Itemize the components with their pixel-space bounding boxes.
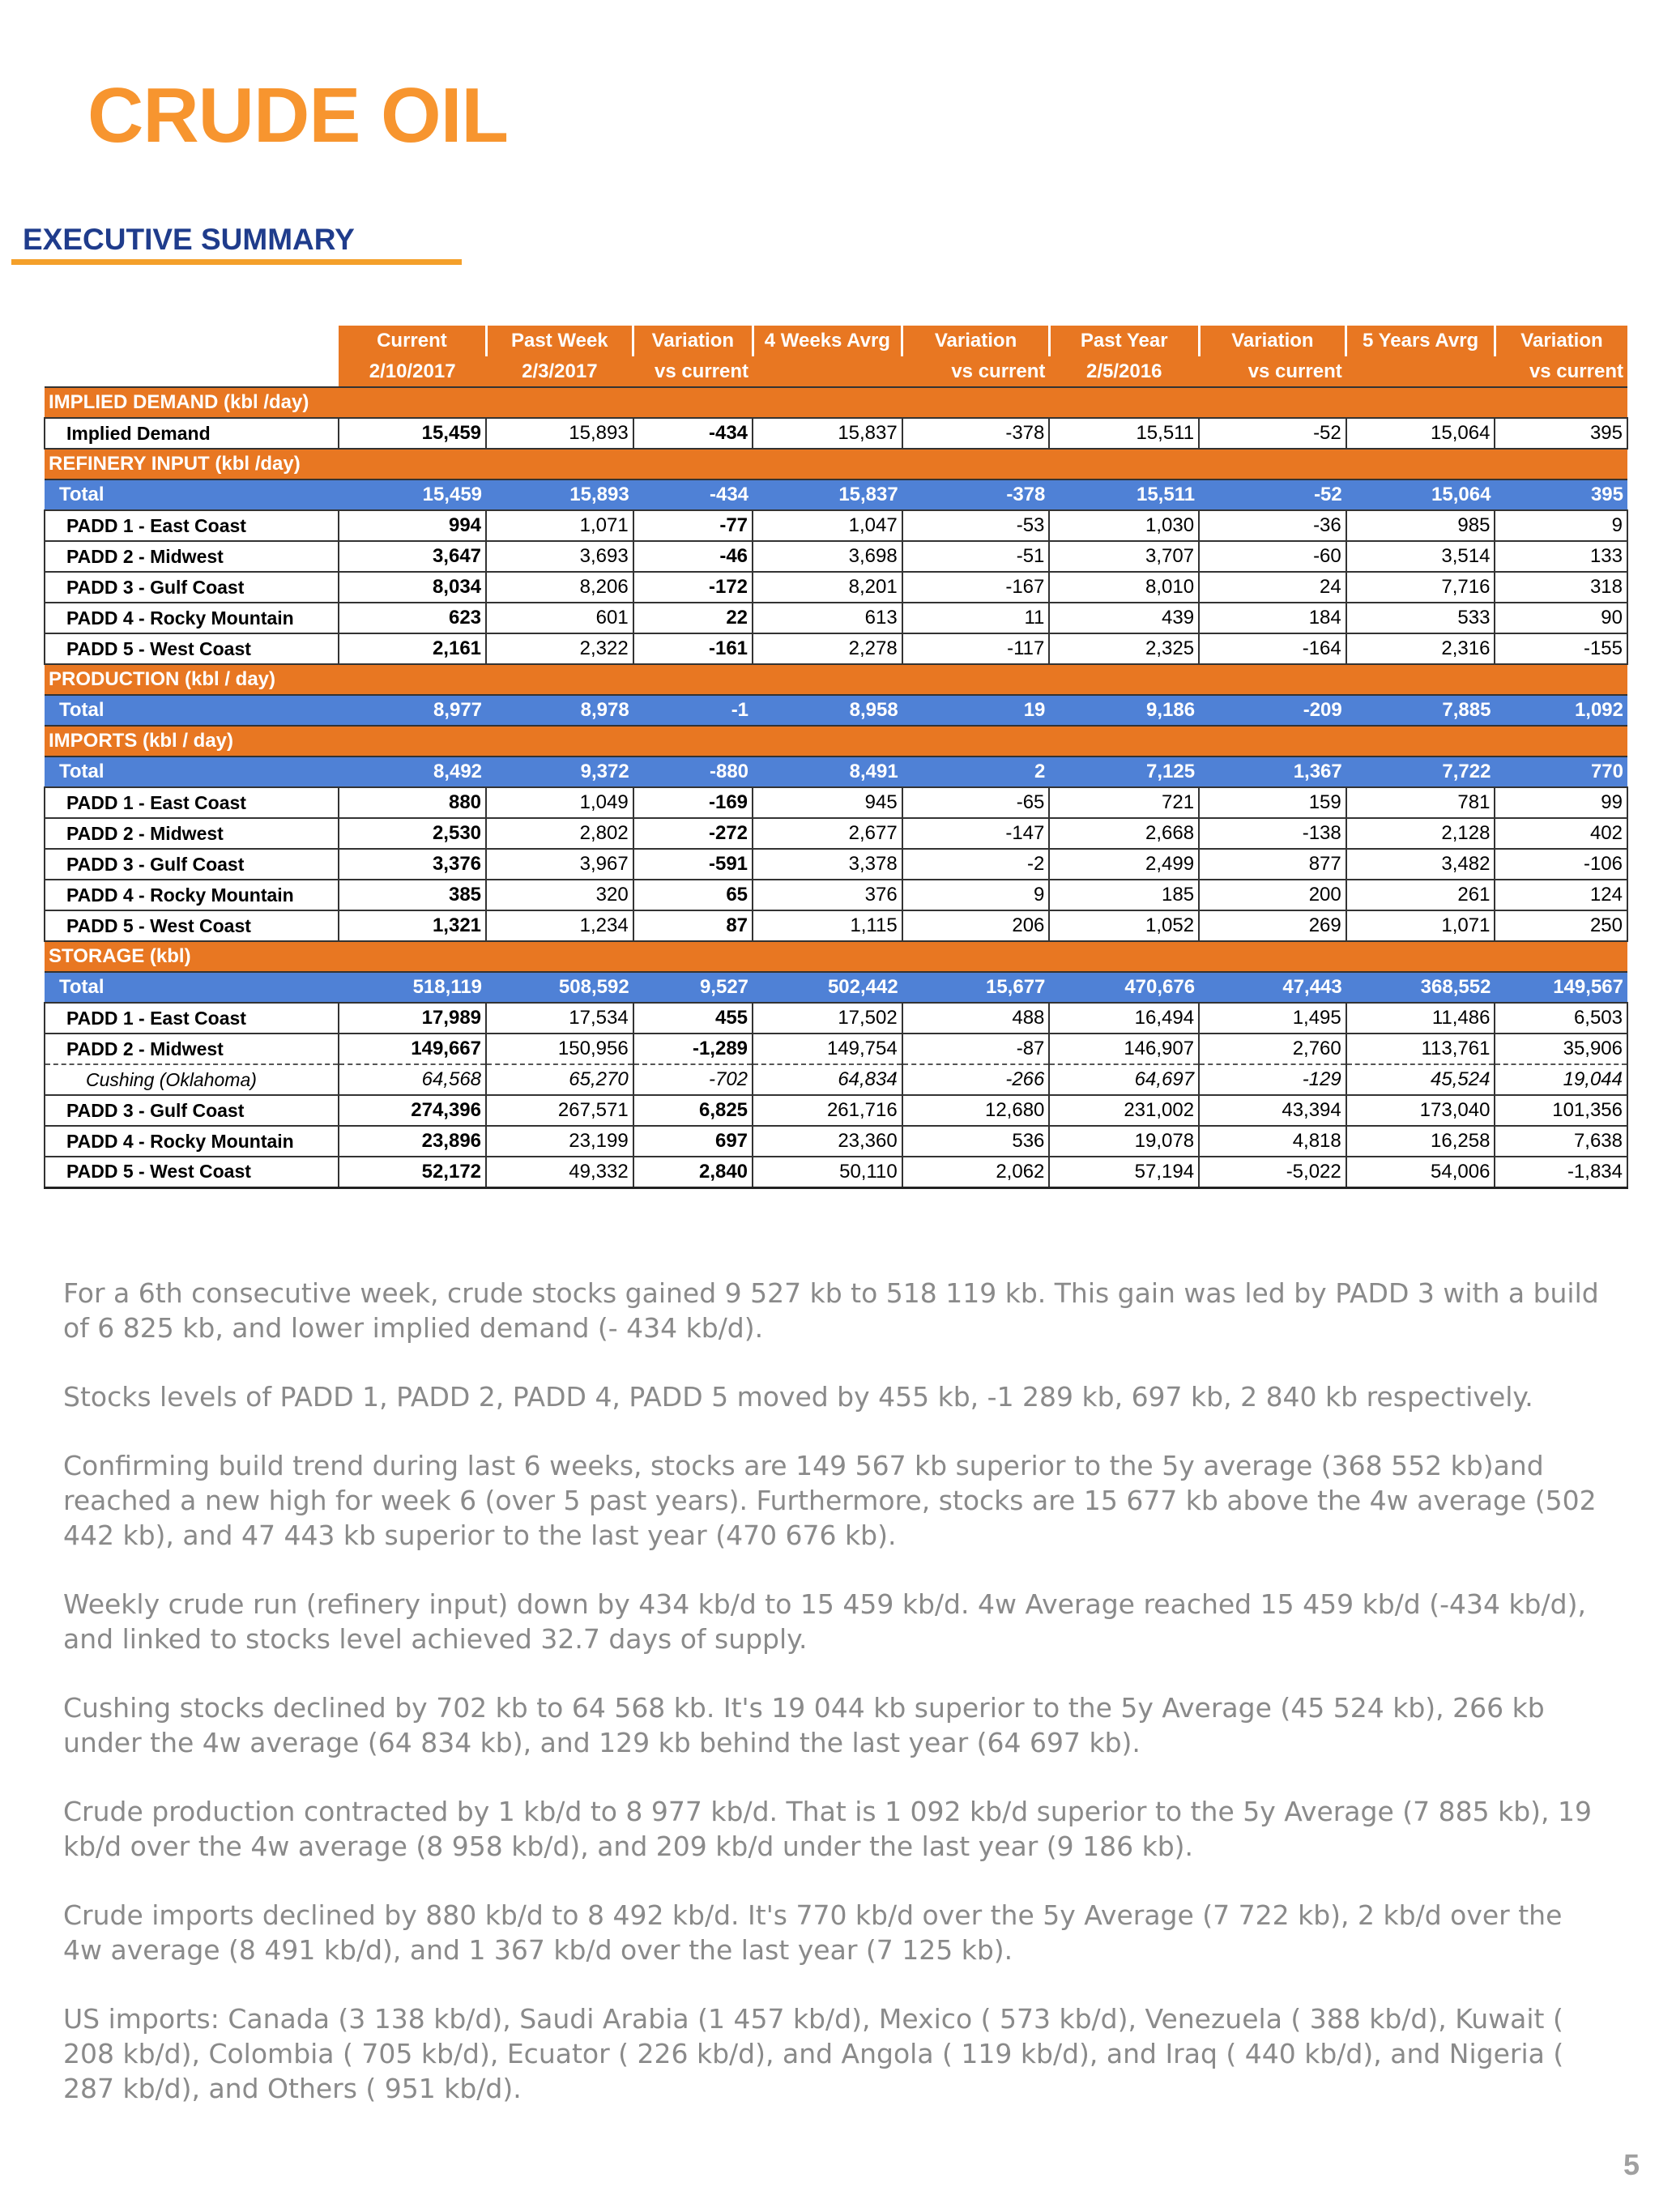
total-row: [45, 972, 1627, 1003]
table-cell: 2,062: [902, 1157, 1050, 1187]
table-cell: 6,503: [1495, 1003, 1627, 1034]
table-row: [45, 1064, 1627, 1095]
column-subheader: 2/3/2017: [486, 356, 633, 387]
summary-paragraph: US imports: Canada (3 138 kb/d), Saudi Arabia (1 457 kb/d), Mexico ( 573 kb/d), Venezuela ( 388 kb/d), Kuwait ( 208 kb/d), Colombia ( 705 kb/d), Ecuator ( 226 kb/d), and Angola ( 119 kb/d), and Iraq ( 440 kb/d), and Nigeria ( 287 kb/d), and Others ( 951 kb/d).: [63, 2003, 1564, 2104]
table-cell: 9: [1495, 510, 1627, 541]
table-cell: 7,885: [1346, 695, 1495, 726]
column-header: Variation: [902, 326, 1050, 356]
section-row: [45, 387, 1627, 418]
row-label: PADD 4 - Rocky Mountain: [45, 1126, 339, 1157]
section-title: REFINERY INPUT (kbl /day): [45, 449, 1627, 479]
table-cell: 9,186: [1049, 695, 1199, 726]
table-cell: 16,494: [1049, 1003, 1199, 1034]
table-cell: 267,571: [486, 1095, 633, 1126]
table-cell: 376: [753, 880, 902, 910]
table-row: [45, 1034, 1627, 1064]
table-cell: 3,378: [753, 849, 902, 880]
table-cell: 2: [902, 757, 1050, 787]
table-cell: 19,078: [1049, 1126, 1199, 1157]
total-row: [45, 757, 1627, 787]
table-row: [45, 910, 1627, 941]
table-cell: -591: [633, 849, 753, 880]
summary-paragraph: Stocks levels of PADD 1, PADD 2, PADD 4, PADD 5 moved by 455 kb, -1 289 kb, 697 kb, 2 840 kb respectively.: [63, 1381, 1533, 1413]
table-cell: 19,044: [1495, 1064, 1627, 1095]
table-cell: 1,234: [486, 910, 633, 941]
column-subheader: vs current: [1495, 356, 1627, 387]
table-cell: 274,396: [339, 1095, 486, 1126]
table-cell: 7,722: [1346, 757, 1495, 787]
row-label: PADD 2 - Midwest: [45, 1034, 339, 1064]
table-cell: 8,034: [339, 572, 486, 603]
table-cell: 200: [1199, 880, 1346, 910]
table-cell: 601: [486, 603, 633, 633]
table-cell: 7,125: [1049, 757, 1199, 787]
table-cell: 185: [1049, 880, 1199, 910]
table-cell: 318: [1495, 572, 1627, 603]
table-subheader-row: [45, 356, 1627, 387]
table-row: [45, 1003, 1627, 1034]
summary-text: [63, 1276, 1602, 2140]
row-label: PADD 2 - Midwest: [45, 541, 339, 572]
table-cell: -52: [1199, 479, 1346, 510]
column-subheader: [1346, 356, 1495, 387]
section-row: [45, 664, 1627, 695]
table-cell: -272: [633, 818, 753, 849]
table-cell: -209: [1199, 695, 1346, 726]
table-cell: 2,316: [1346, 633, 1495, 664]
table-cell: 99: [1495, 787, 1627, 818]
row-label: Total: [45, 757, 339, 787]
table-cell: 368,552: [1346, 972, 1495, 1003]
table-cell: 1,049: [486, 787, 633, 818]
table-cell: -169: [633, 787, 753, 818]
table-cell: -378: [902, 418, 1050, 449]
table-cell: -880: [633, 757, 753, 787]
table-cell: 149,567: [1495, 972, 1627, 1003]
table-cell: -65: [902, 787, 1050, 818]
table-cell: 320: [486, 880, 633, 910]
table-cell: -266: [902, 1064, 1050, 1095]
summary-paragraph: Confirming build trend during last 6 weeks, stocks are 149 567 kb superior to the 5y average (368 552 kb)and reached a new high for week 6 (over 5 past years). Furthermore, stocks are 15 677 kb above the 4w average (502 442 kb), and 47 443 kb superior to the last year (470 676 kb).: [63, 1450, 1597, 1551]
table-cell: -1: [633, 695, 753, 726]
table-cell: 470,676: [1049, 972, 1199, 1003]
table-cell: 7,716: [1346, 572, 1495, 603]
table-row: [45, 572, 1627, 603]
table-cell: 518,119: [339, 972, 486, 1003]
summary-paragraph: Weekly crude run (refinery input) down by 434 kb/d to 15 459 kb/d. 4w Average reached 15 459 kb/d (-434 kb/d), and linked to stocks level achieved 32.7 days of supply.: [63, 1588, 1586, 1655]
row-label: Implied Demand: [45, 418, 339, 449]
table-cell: 2,325: [1049, 633, 1199, 664]
table-cell: 87: [633, 910, 753, 941]
table-cell: 15,511: [1049, 479, 1199, 510]
table-cell: 17,534: [486, 1003, 633, 1034]
table-cell: 11: [902, 603, 1050, 633]
table-cell: 49,332: [486, 1157, 633, 1187]
table-cell: 23,360: [753, 1126, 902, 1157]
table-cell: 3,647: [339, 541, 486, 572]
column-header: Past Week: [486, 326, 633, 356]
table-cell: 721: [1049, 787, 1199, 818]
column-subheader: 2/5/2016: [1049, 356, 1199, 387]
row-label: PADD 4 - Rocky Mountain: [45, 603, 339, 633]
table-cell: 1,495: [1199, 1003, 1346, 1034]
table-cell: 1,052: [1049, 910, 1199, 941]
row-label: Total: [45, 695, 339, 726]
table-row: [45, 603, 1627, 633]
column-subheader: vs current: [902, 356, 1050, 387]
table-cell: 11,486: [1346, 1003, 1495, 1034]
table-cell: 3,376: [339, 849, 486, 880]
table-cell: 149,667: [339, 1034, 486, 1064]
table-row: [45, 849, 1627, 880]
table-cell: 2,802: [486, 818, 633, 849]
row-label: PADD 3 - Gulf Coast: [45, 572, 339, 603]
table-cell: 613: [753, 603, 902, 633]
table-cell: 488: [902, 1003, 1050, 1034]
table-cell: 3,698: [753, 541, 902, 572]
table-cell: 113,761: [1346, 1034, 1495, 1064]
table-cell: 2,278: [753, 633, 902, 664]
table-cell: 90: [1495, 603, 1627, 633]
table-cell: 159: [1199, 787, 1346, 818]
table-cell: 1,030: [1049, 510, 1199, 541]
summary-paragraph: Crude imports declined by 880 kb/d to 8 492 kb/d. It's 770 kb/d over the 5y Average (7 722 kb), 2 kb/d over the 4w average (8 491 kb/d), and 1 367 kb/d over the last year (7 125 kb).: [63, 1899, 1563, 1966]
table-cell: 15,893: [486, 418, 633, 449]
row-label: PADD 3 - Gulf Coast: [45, 1095, 339, 1126]
table-cell: 2,677: [753, 818, 902, 849]
table-cell: -5,022: [1199, 1157, 1346, 1187]
table-cell: -129: [1199, 1064, 1346, 1095]
table-cell: 16,258: [1346, 1126, 1495, 1157]
page-title: CRUDE OIL: [87, 72, 508, 159]
table-cell: 133: [1495, 541, 1627, 572]
row-label: PADD 1 - East Coast: [45, 787, 339, 818]
section-title: PRODUCTION (kbl / day): [45, 664, 1627, 695]
table-cell: 623: [339, 603, 486, 633]
table-cell: 184: [1199, 603, 1346, 633]
table-cell: 8,978: [486, 695, 633, 726]
column-header: Variation: [1199, 326, 1346, 356]
table-cell: 994: [339, 510, 486, 541]
row-label: PADD 3 - Gulf Coast: [45, 849, 339, 880]
table-cell: 17,989: [339, 1003, 486, 1034]
column-header: Variation: [1495, 326, 1627, 356]
table-cell: -378: [902, 479, 1050, 510]
table-cell: 9: [902, 880, 1050, 910]
table-cell: 12,680: [902, 1095, 1050, 1126]
table-cell: 395: [1495, 418, 1627, 449]
row-label: Total: [45, 972, 339, 1003]
table-cell: 395: [1495, 479, 1627, 510]
table-cell: 3,707: [1049, 541, 1199, 572]
table-cell: -77: [633, 510, 753, 541]
table-cell: 45,524: [1346, 1064, 1495, 1095]
table-row: [45, 510, 1627, 541]
table-cell: -702: [633, 1064, 753, 1095]
table-cell: 770: [1495, 757, 1627, 787]
table-cell: 455: [633, 1003, 753, 1034]
column-subheader: [753, 356, 902, 387]
table-row: [45, 787, 1627, 818]
table-header-row: [45, 326, 1627, 356]
table-cell: 2,840: [633, 1157, 753, 1187]
table-cell: -2: [902, 849, 1050, 880]
table-cell: -87: [902, 1034, 1050, 1064]
table-cell: 19: [902, 695, 1050, 726]
table-cell: 23,199: [486, 1126, 633, 1157]
table-cell: 149,754: [753, 1034, 902, 1064]
table-cell: 945: [753, 787, 902, 818]
table-cell: 1,115: [753, 910, 902, 941]
table-cell: 15,837: [753, 479, 902, 510]
table-cell: 261,716: [753, 1095, 902, 1126]
section-title: IMPLIED DEMAND (kbl /day): [45, 387, 1627, 418]
table-cell: 1,047: [753, 510, 902, 541]
section-underline: [11, 259, 462, 265]
summary-table: [44, 326, 1628, 1189]
row-label: PADD 4 - Rocky Mountain: [45, 880, 339, 910]
table-cell: 985: [1346, 510, 1495, 541]
total-row: [45, 695, 1627, 726]
table-row: [45, 633, 1627, 664]
table-cell: 4,818: [1199, 1126, 1346, 1157]
table-cell: 64,568: [339, 1064, 486, 1095]
table-cell: 146,907: [1049, 1034, 1199, 1064]
table-cell: 385: [339, 880, 486, 910]
table-cell: -117: [902, 633, 1050, 664]
section-title: STORAGE (kbl): [45, 941, 1627, 972]
section-row: [45, 449, 1627, 479]
table-cell: 9,527: [633, 972, 753, 1003]
row-label: Total: [45, 479, 339, 510]
table-cell: 22: [633, 603, 753, 633]
table-cell: 2,760: [1199, 1034, 1346, 1064]
table-cell: 173,040: [1346, 1095, 1495, 1126]
table-cell: -138: [1199, 818, 1346, 849]
table-cell: 15,677: [902, 972, 1050, 1003]
table-cell: 697: [633, 1126, 753, 1157]
table-cell: 877: [1199, 849, 1346, 880]
table-cell: 2,128: [1346, 818, 1495, 849]
table-cell: 54,006: [1346, 1157, 1495, 1187]
table-cell: 2,322: [486, 633, 633, 664]
table-cell: -53: [902, 510, 1050, 541]
column-header: 4 Weeks Avrg: [753, 326, 902, 356]
table-cell: 15,511: [1049, 418, 1199, 449]
page-number: 5: [1623, 2148, 1640, 2181]
summary-paragraph: For a 6th consecutive week, crude stocks gained 9 527 kb to 518 119 kb. This gain was led by PADD 3 with a build of 6 825 kb, and lower implied demand (- 434 kb/d).: [63, 1277, 1599, 1344]
table-cell: 65: [633, 880, 753, 910]
table-row: [45, 818, 1627, 849]
table-cell: 57,194: [1049, 1157, 1199, 1187]
table-cell: 64,697: [1049, 1064, 1199, 1095]
table-cell: 35,906: [1495, 1034, 1627, 1064]
table-cell: 3,693: [486, 541, 633, 572]
table-row: [45, 1126, 1627, 1157]
table-cell: 439: [1049, 603, 1199, 633]
table-cell: 1,071: [486, 510, 633, 541]
header-blank-cell: [45, 326, 339, 356]
table-cell: 8,206: [486, 572, 633, 603]
table-cell: -164: [1199, 633, 1346, 664]
table-cell: 206: [902, 910, 1050, 941]
table-cell: 250: [1495, 910, 1627, 941]
table-cell: -1,834: [1495, 1157, 1627, 1187]
table-cell: 1,092: [1495, 695, 1627, 726]
table-cell: 8,492: [339, 757, 486, 787]
column-header: 5 Years Avrg: [1346, 326, 1495, 356]
row-label: PADD 1 - East Coast: [45, 1003, 339, 1034]
table-cell: 65,270: [486, 1064, 633, 1095]
table-cell: 2,668: [1049, 818, 1199, 849]
row-label: PADD 1 - East Coast: [45, 510, 339, 541]
column-subheader: vs current: [1199, 356, 1346, 387]
row-label: PADD 2 - Midwest: [45, 818, 339, 849]
table-cell: 150,956: [486, 1034, 633, 1064]
table-cell: 23,896: [339, 1126, 486, 1157]
table-row: [45, 880, 1627, 910]
table-cell: -155: [1495, 633, 1627, 664]
table-cell: 231,002: [1049, 1095, 1199, 1126]
table-cell: 15,459: [339, 418, 486, 449]
table-cell: -52: [1199, 418, 1346, 449]
table-cell: -60: [1199, 541, 1346, 572]
table-cell: -1,289: [633, 1034, 753, 1064]
table-cell: -167: [902, 572, 1050, 603]
table-cell: -36: [1199, 510, 1346, 541]
table-cell: 15,893: [486, 479, 633, 510]
table-cell: 8,010: [1049, 572, 1199, 603]
total-row: [45, 479, 1627, 510]
table-cell: 8,958: [753, 695, 902, 726]
table-cell: 17,502: [753, 1003, 902, 1034]
table-cell: 3,967: [486, 849, 633, 880]
column-subheader: 2/10/2017: [339, 356, 486, 387]
row-label: PADD 5 - West Coast: [45, 910, 339, 941]
table-cell: 15,064: [1346, 418, 1495, 449]
table-cell: 24: [1199, 572, 1346, 603]
table-cell: 3,482: [1346, 849, 1495, 880]
table-cell: 536: [902, 1126, 1050, 1157]
table-cell: 508,592: [486, 972, 633, 1003]
row-label: PADD 5 - West Coast: [45, 633, 339, 664]
table-cell: 1,367: [1199, 757, 1346, 787]
table-cell: 880: [339, 787, 486, 818]
table-cell: 2,161: [339, 633, 486, 664]
section-row: [45, 726, 1627, 757]
table-cell: 402: [1495, 818, 1627, 849]
table-cell: 1,071: [1346, 910, 1495, 941]
table-cell: -147: [902, 818, 1050, 849]
section-title: EXECUTIVE SUMMARY: [23, 223, 355, 256]
table-cell: 6,825: [633, 1095, 753, 1126]
column-header: Variation: [633, 326, 753, 356]
subheader-blank-cell: [45, 356, 339, 387]
summary-paragraph: Crude production contracted by 1 kb/d to 8 977 kb/d. That is 1 092 kb/d superior to the 5y Average (7 885 kb), 19 kb/d over the 4w average (8 958 kb/d), and 209 kb/d under the last year (9 186 kb).: [63, 1796, 1593, 1862]
table-cell: 15,459: [339, 479, 486, 510]
table-cell: 3,514: [1346, 541, 1495, 572]
table-cell: 2,499: [1049, 849, 1199, 880]
table-cell: -172: [633, 572, 753, 603]
table-cell: 15,837: [753, 418, 902, 449]
table-cell: 8,977: [339, 695, 486, 726]
table-cell: 781: [1346, 787, 1495, 818]
table-cell: 9,372: [486, 757, 633, 787]
table-cell: 269: [1199, 910, 1346, 941]
table-cell: 15,064: [1346, 479, 1495, 510]
table-cell: 2,530: [339, 818, 486, 849]
table-row: [45, 541, 1627, 572]
table-cell: 50,110: [753, 1157, 902, 1187]
table-cell: -46: [633, 541, 753, 572]
column-subheader: vs current: [633, 356, 753, 387]
table-cell: 7,638: [1495, 1126, 1627, 1157]
table-cell: 1,321: [339, 910, 486, 941]
table-cell: 261: [1346, 880, 1495, 910]
table-row: [45, 1157, 1627, 1187]
table-cell: 101,356: [1495, 1095, 1627, 1126]
table-cell: 64,834: [753, 1064, 902, 1095]
column-header: Current: [339, 326, 486, 356]
table-cell: 533: [1346, 603, 1495, 633]
table-cell: -161: [633, 633, 753, 664]
table-cell: -434: [633, 418, 753, 449]
table-cell: 47,443: [1199, 972, 1346, 1003]
section-title: IMPORTS (kbl / day): [45, 726, 1627, 757]
table-cell: -434: [633, 479, 753, 510]
table-row: [45, 1095, 1627, 1126]
column-header: Past Year: [1049, 326, 1199, 356]
table-cell: 124: [1495, 880, 1627, 910]
row-label: Cushing (Oklahoma): [45, 1064, 339, 1095]
table-cell: -51: [902, 541, 1050, 572]
table-cell: 502,442: [753, 972, 902, 1003]
table-cell: 8,491: [753, 757, 902, 787]
table-cell: 8,201: [753, 572, 902, 603]
table-row: [45, 418, 1627, 449]
table-cell: 43,394: [1199, 1095, 1346, 1126]
summary-table-body: [45, 326, 1627, 1187]
table-cell: -106: [1495, 849, 1627, 880]
row-label: PADD 5 - West Coast: [45, 1157, 339, 1187]
table-cell: 52,172: [339, 1157, 486, 1187]
section-row: [45, 941, 1627, 972]
summary-paragraph: Cushing stocks declined by 702 kb to 64 568 kb. It's 19 044 kb superior to the 5y Average (45 524 kb), 266 kb under the 4w average (64 834 kb), and 129 kb behind the last year (64 697 kb).: [63, 1692, 1545, 1758]
